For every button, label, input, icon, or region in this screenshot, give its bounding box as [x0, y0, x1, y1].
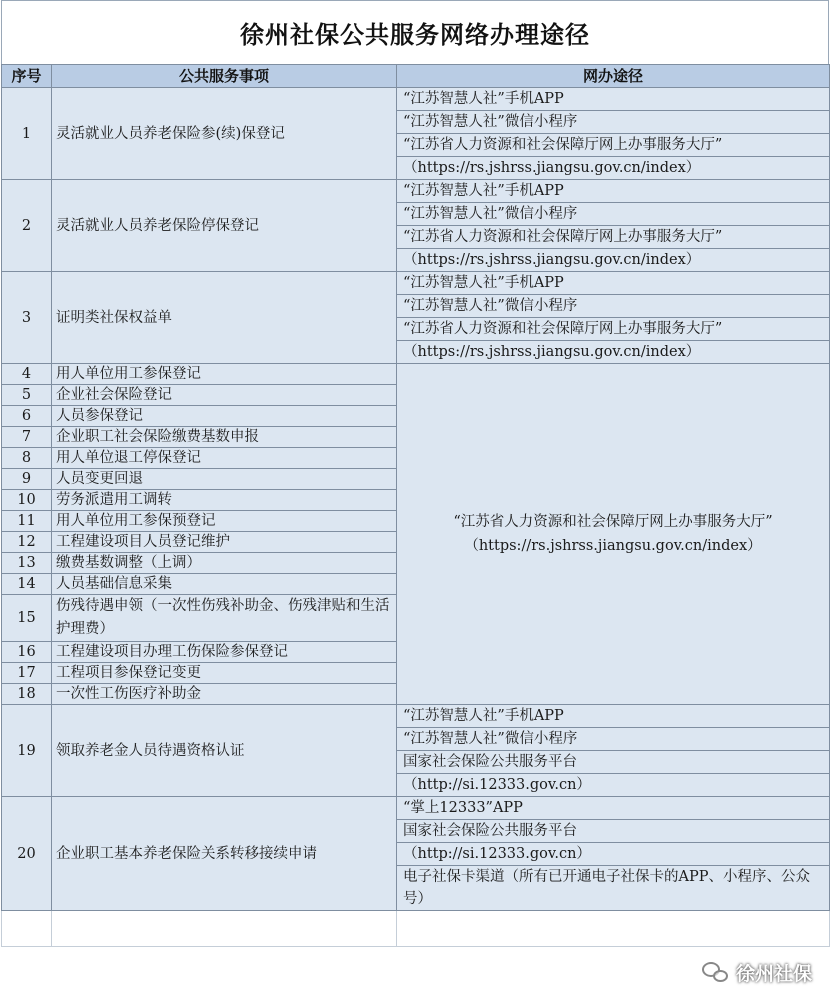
- route-app: “江苏智慧人社”手机APP: [397, 88, 830, 111]
- route-online-hall-url: （https://rs.jshrss.jiangsu.gov.cn/index）: [464, 538, 762, 554]
- service-item: 工程项目参保登记变更: [52, 663, 397, 684]
- route-national-platform-url: （http://si.12333.gov.cn）: [397, 843, 830, 866]
- service-item: 工程建设项目人员登记维护: [52, 532, 397, 553]
- header-route: 网办途径: [397, 65, 830, 88]
- row-number: 7: [2, 427, 52, 448]
- page-title: 徐州社保公共服务网络办理途径: [1, 0, 829, 64]
- row-number: 20: [2, 797, 52, 911]
- route-online-hall-url: （https://rs.jshrss.jiangsu.gov.cn/index）: [397, 249, 830, 272]
- header-item: 公共服务事项: [52, 65, 397, 88]
- route-national-platform: 国家社会保险公共服务平台: [397, 820, 830, 843]
- route-online-hall: “江苏省人力资源和社会保障厅网上办事服务大厅”: [397, 226, 830, 249]
- service-item: 缴费基数调整（上调）: [52, 553, 397, 574]
- service-item: 劳务派遣用工调转: [52, 490, 397, 511]
- route-miniprogram: “江苏智慧人社”微信小程序: [397, 728, 830, 751]
- row-number: 14: [2, 574, 52, 595]
- service-item: 领取养老金人员待遇资格认证: [52, 705, 397, 797]
- table-row: [2, 180, 830, 203]
- service-item: 伤残待遇申领（一次性伤残补助金、伤残津贴和生活护理费）: [52, 595, 397, 642]
- row-number: 19: [2, 705, 52, 797]
- row-number: 2: [2, 180, 52, 272]
- row-number: 10: [2, 490, 52, 511]
- service-item: 灵活就业人员养老保险停保登记: [52, 180, 397, 272]
- row-number: 11: [2, 511, 52, 532]
- route-zhangshang-12333: “掌上12333”APP: [397, 797, 830, 820]
- row-number: 8: [2, 448, 52, 469]
- route-online-hall-shared: [397, 364, 830, 705]
- route-online-hall-url: （https://rs.jshrss.jiangsu.gov.cn/index）: [397, 341, 830, 364]
- row-number: 1: [2, 88, 52, 180]
- route-national-platform: 国家社会保险公共服务平台: [397, 751, 830, 774]
- table-row: [2, 272, 830, 295]
- service-item: 企业职工社会保险缴费基数申报: [52, 427, 397, 448]
- route-miniprogram: “江苏智慧人社”微信小程序: [397, 295, 830, 318]
- route-app: “江苏智慧人社”手机APP: [397, 705, 830, 728]
- route-miniprogram: “江苏智慧人社”微信小程序: [397, 111, 830, 134]
- service-item: 企业社会保险登记: [52, 385, 397, 406]
- row-number: 9: [2, 469, 52, 490]
- row-number: 13: [2, 553, 52, 574]
- row-number: 15: [2, 595, 52, 642]
- service-item: 用人单位用工参保登记: [52, 364, 397, 385]
- service-item: 工程建设项目办理工伤保险参保登记: [52, 642, 397, 663]
- row-number: 17: [2, 663, 52, 684]
- blank-cell: [397, 911, 830, 947]
- table-header-row: [2, 65, 830, 88]
- service-item: 人员变更回退: [52, 469, 397, 490]
- service-item: 人员基础信息采集: [52, 574, 397, 595]
- service-item: 人员参保登记: [52, 406, 397, 427]
- route-online-hall: “江苏省人力资源和社会保障厅网上办事服务大厅”: [453, 514, 773, 530]
- row-number: 5: [2, 385, 52, 406]
- service-item: 一次性工伤医疗补助金: [52, 684, 397, 705]
- route-online-hall: “江苏省人力资源和社会保障厅网上办事服务大厅”: [397, 318, 830, 341]
- row-number: 4: [2, 364, 52, 385]
- route-miniprogram: “江苏智慧人社”微信小程序: [397, 203, 830, 226]
- watermark-text: 徐州社保: [735, 963, 812, 985]
- service-item: 用人单位用工参保预登记: [52, 511, 397, 532]
- header-no: 序号: [2, 65, 52, 88]
- blank-cell: [2, 911, 52, 947]
- row-number: 18: [2, 684, 52, 705]
- row-number: 6: [2, 406, 52, 427]
- table-row: [2, 797, 830, 820]
- table-row: [2, 364, 830, 385]
- blank-row: [2, 911, 830, 947]
- row-number: 16: [2, 642, 52, 663]
- table-row: [2, 705, 830, 728]
- route-online-hall-url: （https://rs.jshrss.jiangsu.gov.cn/index）: [397, 157, 830, 180]
- route-electronic-card: 电子社保卡渠道（所有已开通电子社保卡的APP、小程序、公众号）: [397, 866, 830, 911]
- row-number: 12: [2, 532, 52, 553]
- service-item: 证明类社保权益单: [52, 272, 397, 364]
- watermark: [702, 959, 812, 986]
- wechat-icon: [702, 962, 730, 984]
- service-item: 灵活就业人员养老保险参(续)保登记: [52, 88, 397, 180]
- service-item: 企业职工基本养老保险关系转移接续申请: [52, 797, 397, 911]
- row-number: 3: [2, 272, 52, 364]
- route-app: “江苏智慧人社”手机APP: [397, 180, 830, 203]
- route-app: “江苏智慧人社”手机APP: [397, 272, 830, 295]
- blank-cell: [52, 911, 397, 947]
- service-table: [1, 64, 830, 947]
- table-row: [2, 88, 830, 111]
- route-national-platform-url: （http://si.12333.gov.cn）: [397, 774, 830, 797]
- service-item: 用人单位退工停保登记: [52, 448, 397, 469]
- route-online-hall: “江苏省人力资源和社会保障厅网上办事服务大厅”: [397, 134, 830, 157]
